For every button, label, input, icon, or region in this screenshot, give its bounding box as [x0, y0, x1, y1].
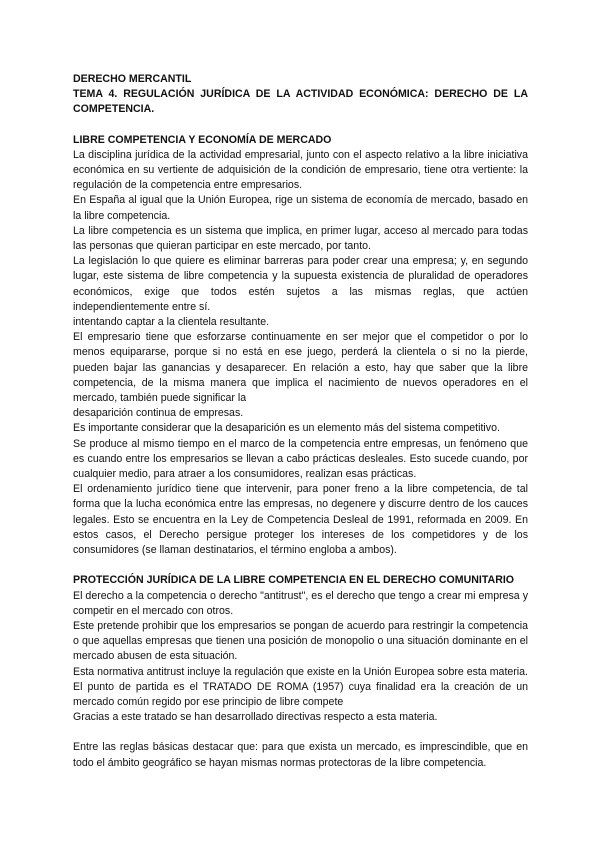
paragraph: Este pretende prohibir que los empresarios se pongan de acuerdo para restringir la competencia o que aquellas empresas que tienen una posición de monopolio o una situación dominante en el mercado abusen de esta situación. [73, 619, 528, 663]
paragraph: En España al igual que la Unión Europea, rige un sistema de economía de mercado, basado en la libre competencia. [73, 194, 528, 222]
paragraph: intentando captar a la clientela resultante. [73, 316, 270, 329]
paragraph: Esta normativa antitrust incluye la regulación que existe en la Unión Europea sobre esta materia. El punto de partida es el TRATADO DE ROMA (1957) cuya finalidad era la creación de un mercado común regido por ese principio de libre compete [73, 665, 528, 708]
section1-heading: LIBRE COMPETENCIA Y ECONOMÍA DE MERCADO [73, 133, 332, 146]
section2-heading: PROTECCIÓN JURÍDICA DE LA LIBRE COMPETENCIA EN EL DERECHO COMUNITARIO [73, 574, 515, 587]
paragraph: La disciplina jurídica de la actividad empresarial, junto con el aspecto relativo a la libre iniciativa económica en su vertiente de adquisición de la condición de empresario, tiene otra vertiente: la regulación de la competencia entre empresarios. [73, 148, 528, 192]
paragraph: El ordenamiento jurídico tiene que intervenir, para poner freno a la libre competencia, de tal forma que la lucha económica entre las empresas, no degenere y discurre dentro de los cauces legales. Esto se encuentra en la Ley de Competencia Desleal de 1991, reformada en 2009. En estos casos, el Derecho persigue proteger los intereses de los competidores y de los consumidores (se llaman destinatarios, el término engloba a ambos). [73, 483, 528, 557]
paragraph: Se produce al mismo tiempo en el marco de la competencia entre empresas, un fenómeno que es cuando entre los empresarios se llevan a cabo prácticas desleales. Esto sucede cuando, por cualquier medio, para atraer a los consumidores, realizan esas prácticas. [73, 437, 528, 481]
paragraph: La legislación lo que quiere es eliminar barreras para poder crear una empresa; y, en segundo lugar, este sistema de libre competencia y la supuesta existencia de pluralidad de operadores económicos, exige que todos estén sujetos a las mismas reglas, que actúen independientemente entre sí. [73, 255, 528, 313]
spacer [73, 118, 528, 133]
spacer [73, 725, 528, 740]
topic-title: TEMA 4. REGULACIÓN JURÍDICA DE LA ACTIVIDAD ECONÓMICA: DERECHO DE LA COMPETENCIA. [73, 88, 528, 116]
paragraph: La libre competencia es un sistema que implica, en primer lugar, acceso al mercado para todas las personas que quieran participar en este mercado, por tanto. [73, 224, 528, 253]
paragraph: Entre las reglas básicas destacar que: para que exista un mercado, es imprescindible, que en todo el ámbito geográfico se hayan mismas normas protectoras de la libre competencia. [73, 741, 528, 769]
paragraph: Gracias a este tratado se han desarrollado directivas respecto a esta materia. [73, 711, 438, 724]
paragraph: desaparición continua de empresas. [73, 407, 244, 420]
subject-title: DERECHO MERCANTIL [73, 73, 192, 85]
spacer [73, 558, 528, 573]
paragraph: El derecho a la competencia o derecho "antitrust", es el derecho que tengo a crear mi empresa y competir en el mercado con otros. [73, 589, 528, 617]
paragraph: Es importante considerar que la desaparición es un elemento más del sistema competitivo. [73, 422, 500, 435]
paragraph: El empresario tiene que esforzarse continuamente en ser mejor que el competidor o por lo menos equipararse, porque si no está en ese juego, perderá la clientela o si no la pierde, pueden bajar las ganancias y desaparecer. En relación a esto, hay que saber que la libre competencia, de la misma manera que implica el nacimiento de nuevos operadores en el mercado, también puede significar la [73, 331, 528, 405]
